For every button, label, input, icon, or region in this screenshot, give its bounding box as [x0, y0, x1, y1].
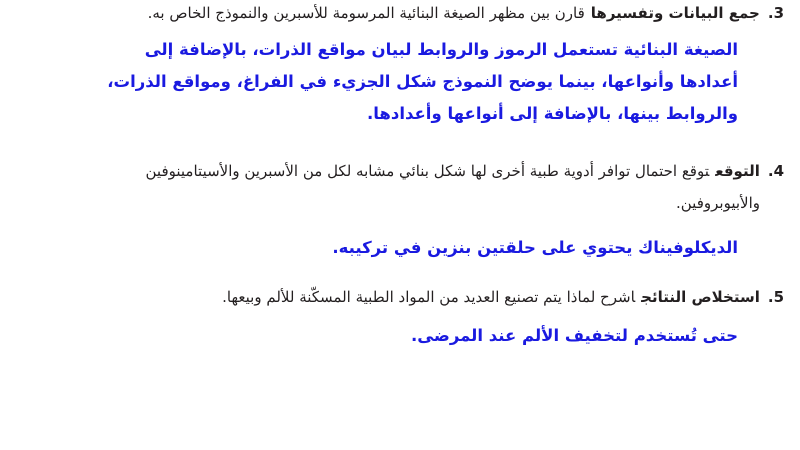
answer-3-line-3: والروابط بينها، بالإضافة إلى أنواعها وأعدادها.	[366, 104, 738, 123]
question-5-label: استخلاص النتائج	[641, 288, 760, 306]
question-4	[146, 162, 784, 180]
question-4-number: 4.	[767, 162, 784, 180]
question-3-label: جمع البيانات وتفسيرها	[590, 4, 760, 22]
answer-4-line-1: الديكلوفيناك يحتوي على حلقتين بنزين في تركيبه.	[332, 238, 738, 257]
answer-3-line-1: الصيغة البنائية تستعمل الرموز والروابط لبيان مواقع الذرات، بالإضافة إلى	[144, 40, 738, 59]
question-4-text-line-2: والأبيوبروفين.	[676, 194, 760, 212]
question-5-text: اشرح لماذا يتم تصنيع العديد من المواد الطبية المسكّنة للألم وبيعها.	[222, 288, 636, 306]
question-5-number: 5.	[767, 288, 784, 306]
question-4-text-line-1: توقع احتمال توافر أدوية طبية أخرى لها شكل بنائي مشابه لكل من الأسبرين والأسيتامينوفين	[145, 162, 710, 180]
question-4-label: التوقع	[715, 162, 760, 180]
answer-5-line-1: حتى تُستخدم لتخفيف الألم عند المرضى.	[410, 326, 738, 345]
question-3-text: قارن بين مظهر الصيغة البنائية المرسومة للأسبرين والنموذج الخاص به.	[147, 4, 585, 22]
answer-3-line-2: أعدادها وأنواعها، بينما يوضح النموذج شكل الجزيء في الفراغ، ومواقع الذرات،	[107, 72, 738, 91]
question-3-number: 3.	[767, 4, 784, 22]
question-3	[148, 4, 784, 22]
question-5	[222, 288, 784, 306]
